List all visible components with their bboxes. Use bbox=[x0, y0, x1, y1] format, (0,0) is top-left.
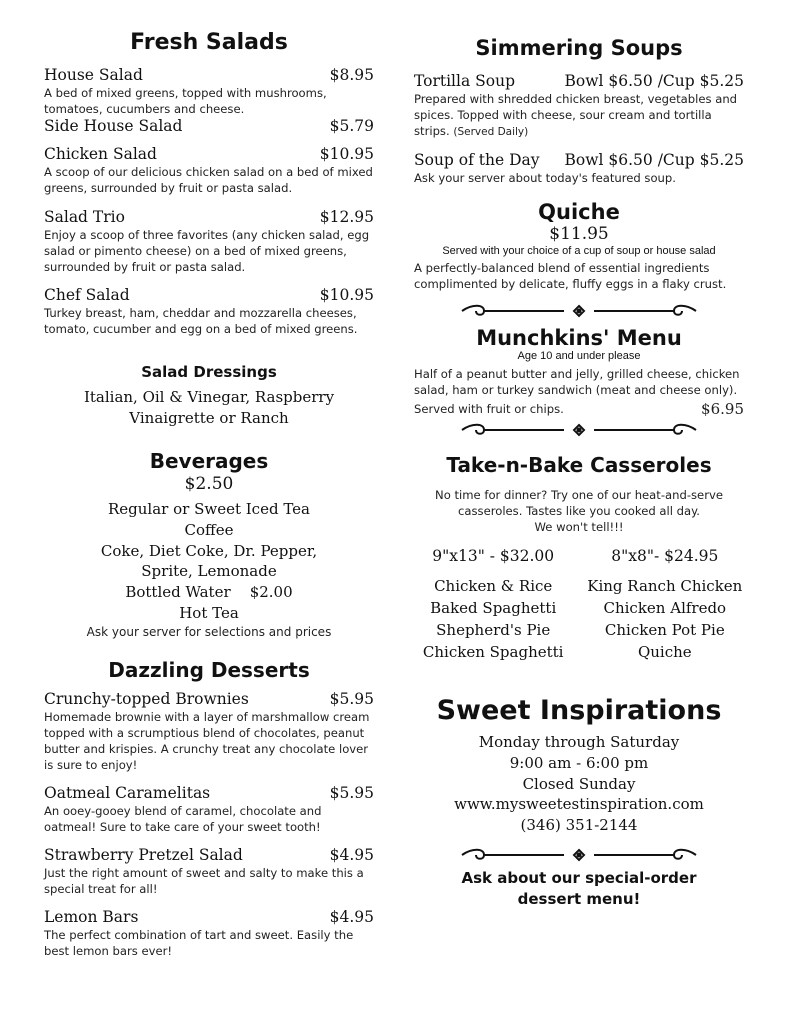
left-column bbox=[44, 0, 374, 959]
casserole-list-large bbox=[414, 575, 572, 663]
munchkins-age: Age 10 and under please bbox=[517, 350, 641, 362]
item-price: $4.95 bbox=[329, 907, 374, 926]
special-order-note bbox=[414, 868, 744, 910]
soup-item bbox=[414, 151, 744, 186]
munchkins-price: $6.95 bbox=[701, 400, 744, 418]
beverage-line: Coke, Diet Coke, Dr. Pepper, bbox=[100, 541, 318, 560]
beverage-line: Coffee bbox=[184, 520, 234, 539]
item-desc: A bed of mixed greens, topped with mushrooms, tomatoes, cucumbers and cheese. bbox=[44, 86, 327, 116]
munchkins-desc: Half of a peanut butter and jelly, grilled cheese, chicken salad, ham or turkey sandwich (meat and cheese only). bbox=[414, 367, 740, 397]
munchkins-served-row bbox=[414, 401, 744, 417]
flourish-divider-icon bbox=[454, 421, 704, 439]
item-price: $5.95 bbox=[329, 689, 374, 708]
quiche-sub: Served with your choice of a cup of soup or house salad bbox=[442, 245, 716, 257]
flourish-divider-icon bbox=[454, 846, 704, 864]
salad-item bbox=[44, 208, 374, 275]
size-8x8: 8"x8"- $24.95 bbox=[611, 547, 719, 565]
item-name: Tortilla Soup bbox=[414, 72, 515, 90]
casseroles-intro: No time for dinner? Try one of our heat-and-serve casseroles. Tastes like you cooked all day. bbox=[435, 488, 723, 518]
beverages-price: $2.50 bbox=[184, 474, 234, 494]
list-item: Baked Spaghetti bbox=[430, 599, 557, 617]
item-price: $10.95 bbox=[319, 145, 374, 163]
item-price: $5.79 bbox=[329, 117, 374, 135]
business-info bbox=[414, 732, 744, 836]
closed-day: Closed Sunday bbox=[522, 774, 636, 793]
size-9x13: 9"x13" - $32.00 bbox=[432, 547, 555, 565]
right-column bbox=[414, 0, 744, 910]
fresh-salads-heading: Fresh Salads bbox=[130, 30, 288, 55]
item-name: Chicken Salad bbox=[44, 145, 157, 163]
list-item: Chicken Spaghetti bbox=[422, 643, 564, 661]
quiche-price: $11.95 bbox=[549, 224, 609, 244]
quiche-desc: A perfectly-balanced blend of essential ingredients complimented by delicate, fluffy eggs in a flaky crust. bbox=[414, 261, 727, 291]
item-name: Strawberry Pretzel Salad bbox=[44, 845, 243, 864]
salad-item bbox=[44, 286, 374, 337]
served-daily-note: (Served Daily) bbox=[453, 126, 529, 138]
dessert-item bbox=[44, 908, 374, 959]
soup-item bbox=[414, 72, 744, 140]
item-desc: Ask your server about today's featured soup. bbox=[414, 171, 676, 185]
item-price: $5.95 bbox=[329, 783, 374, 802]
special-order-line: Ask about our special-order bbox=[461, 868, 697, 887]
item-desc: Enjoy a scoop of three favorites (any chicken salad, egg salad or pimento cheese) on a bed of mixed greens, surrounded by fruit or pasta salad. bbox=[44, 228, 370, 274]
casserole-sizes bbox=[414, 547, 744, 565]
beverage-line: Hot Tea bbox=[179, 603, 239, 622]
salad-dressings-heading: Salad Dressings bbox=[141, 363, 277, 381]
special-order-line: dessert menu! bbox=[517, 889, 641, 908]
item-desc: The perfect combination of tart and sweet. Easily the best lemon bars ever! bbox=[44, 927, 354, 958]
salad-item bbox=[44, 117, 374, 136]
list-item: Shepherd's Pie bbox=[436, 621, 551, 639]
item-price: $12.95 bbox=[319, 208, 374, 226]
item-name: Crunchy-topped Brownies bbox=[44, 689, 249, 708]
item-desc: Turkey breast, ham, cheddar and mozzarella cheeses, tomato, cucumber and egg on a bed of mixed greens. bbox=[44, 306, 358, 336]
list-item: Chicken Pot Pie bbox=[604, 621, 725, 639]
beverage-line: Regular or Sweet Iced Tea bbox=[108, 500, 310, 518]
beverage-line: Bottled Water $2.00 bbox=[125, 583, 293, 602]
casserole-list-small bbox=[586, 575, 744, 663]
sweet-inspirations-heading: Sweet Inspirations bbox=[436, 695, 722, 726]
beverage-line: Sprite, Lemonade bbox=[141, 562, 277, 581]
casseroles-heading: Take-n-Bake Casseroles bbox=[446, 453, 712, 477]
item-name: Side House Salad bbox=[44, 117, 183, 135]
item-price: $10.95 bbox=[319, 286, 374, 304]
hours-days: Monday through Saturday bbox=[478, 733, 680, 751]
casserole-lists bbox=[414, 575, 744, 663]
item-price: Bowl $6.50 /Cup $5.25 bbox=[564, 151, 744, 169]
item-desc: An ooey-gooey blend of caramel, chocolate and oatmeal! Sure to take care of your sweet tooth! bbox=[44, 803, 322, 834]
casseroles-tell: We won't tell!!! bbox=[534, 520, 624, 534]
salad-item bbox=[44, 66, 374, 117]
dessert-item bbox=[44, 784, 374, 835]
soups-heading: Simmering Soups bbox=[475, 36, 683, 60]
salad-item bbox=[44, 145, 374, 196]
hours-time: 9:00 am - 6:00 pm bbox=[509, 753, 649, 772]
phone-number[interactable]: (346) 351-2144 bbox=[520, 816, 638, 835]
item-name: House Salad bbox=[44, 66, 143, 84]
list-item: Chicken & Rice bbox=[434, 577, 553, 595]
dressings-list: Italian, Oil & Vinegar, Raspberry Vinaigrette or Ranch bbox=[83, 388, 335, 427]
beverages-note: Ask your server for selections and prices bbox=[86, 624, 332, 639]
item-desc: Homemade brownie with a layer of marshmallow cream topped with a scrumptious blend of chocolates, peanut butter and krispies. A crunchy treat any chocolate lover is sure to enjoy! bbox=[44, 709, 370, 772]
item-price: Bowl $6.50 /Cup $5.25 bbox=[564, 72, 744, 90]
item-price: $4.95 bbox=[329, 845, 374, 864]
list-item: Quiche bbox=[637, 643, 692, 661]
item-desc: Prepared with shredded chicken breast, vegetables and spices. Topped with cheese, sour cream and tortilla strips. bbox=[414, 92, 738, 138]
munchkins-served: Served with fruit or chips. bbox=[414, 402, 564, 416]
beverages-heading: Beverages bbox=[149, 449, 269, 473]
item-name: Lemon Bars bbox=[44, 907, 139, 926]
dessert-item bbox=[44, 690, 374, 773]
item-desc: Just the right amount of sweet and salty to make this a special treat for all! bbox=[44, 865, 364, 896]
desserts-heading: Dazzling Desserts bbox=[108, 657, 310, 682]
website-link[interactable]: www.mysweetestinspiration.com bbox=[454, 795, 704, 814]
list-item: Chicken Alfredo bbox=[603, 599, 727, 617]
beverages-list bbox=[44, 499, 374, 624]
quiche-heading: Quiche bbox=[538, 200, 620, 224]
item-name: Chef Salad bbox=[44, 286, 130, 304]
item-desc: A scoop of our delicious chicken salad on a bed of mixed greens, surrounded by fruit or pasta salad. bbox=[44, 165, 373, 195]
item-name: Salad Trio bbox=[44, 208, 125, 226]
munchkins-heading: Munchkins' Menu bbox=[476, 326, 682, 350]
dessert-item bbox=[44, 846, 374, 897]
list-item: King Ranch Chicken bbox=[587, 577, 743, 595]
item-name: Oatmeal Caramelitas bbox=[44, 783, 211, 802]
item-name: Soup of the Day bbox=[414, 151, 540, 169]
flourish-divider-icon bbox=[454, 302, 704, 320]
item-price: $8.95 bbox=[329, 66, 374, 84]
